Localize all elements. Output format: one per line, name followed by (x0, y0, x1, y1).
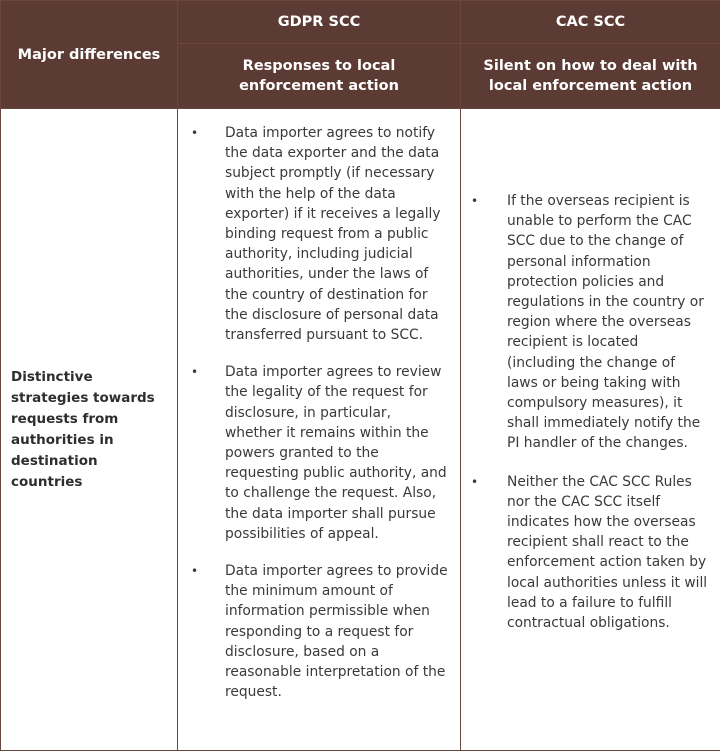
bullet-icon: • (191, 126, 199, 140)
cac-subtitle-text: Silent on how to deal with local enforcement action (483, 58, 698, 94)
bullet-icon: • (191, 564, 199, 579)
bullet-icon: • (471, 194, 479, 208)
list-item (178, 362, 460, 544)
list-item-text: Data importer agrees to provide the minimum amount of information permissible when responding to a request for disclosure, based on a reasonable interpretation of the request. (225, 563, 448, 701)
gdpr-cell (178, 109, 461, 751)
cac-bullet-list (461, 191, 720, 633)
list-item (461, 472, 720, 634)
list-item (178, 561, 460, 702)
gdpr-subtitle-text: Responses to local enforcement action (239, 58, 399, 94)
major-differences-header: Major differences (1, 1, 178, 109)
list-item (461, 191, 720, 454)
list-item-text: Data importer agrees to review the legality of the request for disclosure, in particular, whether it remains within the powers granted to the requesting public authority, and to challenge the request. Also, the data importer shall pursue possibilities of appeal. (225, 364, 447, 542)
cac-subtitle (461, 44, 720, 109)
cac-scc-header: CAC SCC (461, 1, 720, 44)
list-item-text: Neither the CAC SCC Rules nor the CAC SCC itself indicates how the overseas recipient shall react to the enforcement action taken by local authorities unless it will lead to a failure to fulfill contractual obligations. (507, 473, 708, 632)
bullet-icon: • (471, 474, 479, 489)
gdpr-subtitle (178, 44, 461, 109)
list-item-text: Data importer agrees to notify the data exporter and the data subject promptly (if necessary with the help of the data exporter) if it receives a legally binding request from a public authority, including judicial authorities, under the laws of the country of destination for the disclosure of personal data transferred pursuant to SCC. (225, 125, 441, 344)
row-label: Distinctive strategies towards requests from authorities in destination countries (1, 109, 178, 751)
list-item-text: If the overseas recipient is unable to perform the CAC SCC due to the change of personal information protection policies and regulations in the country or region where the overseas recipient is located (including the change of laws or being taking with compulsory measures), it shall immediately notify the PI handler of the changes. (507, 193, 704, 452)
table-row (1, 109, 720, 751)
list-item (178, 123, 460, 345)
bullet-icon: • (191, 365, 199, 380)
cac-cell (461, 109, 720, 751)
gdpr-bullet-list (178, 123, 460, 702)
gdpr-scc-header: GDPR SCC (178, 1, 461, 44)
